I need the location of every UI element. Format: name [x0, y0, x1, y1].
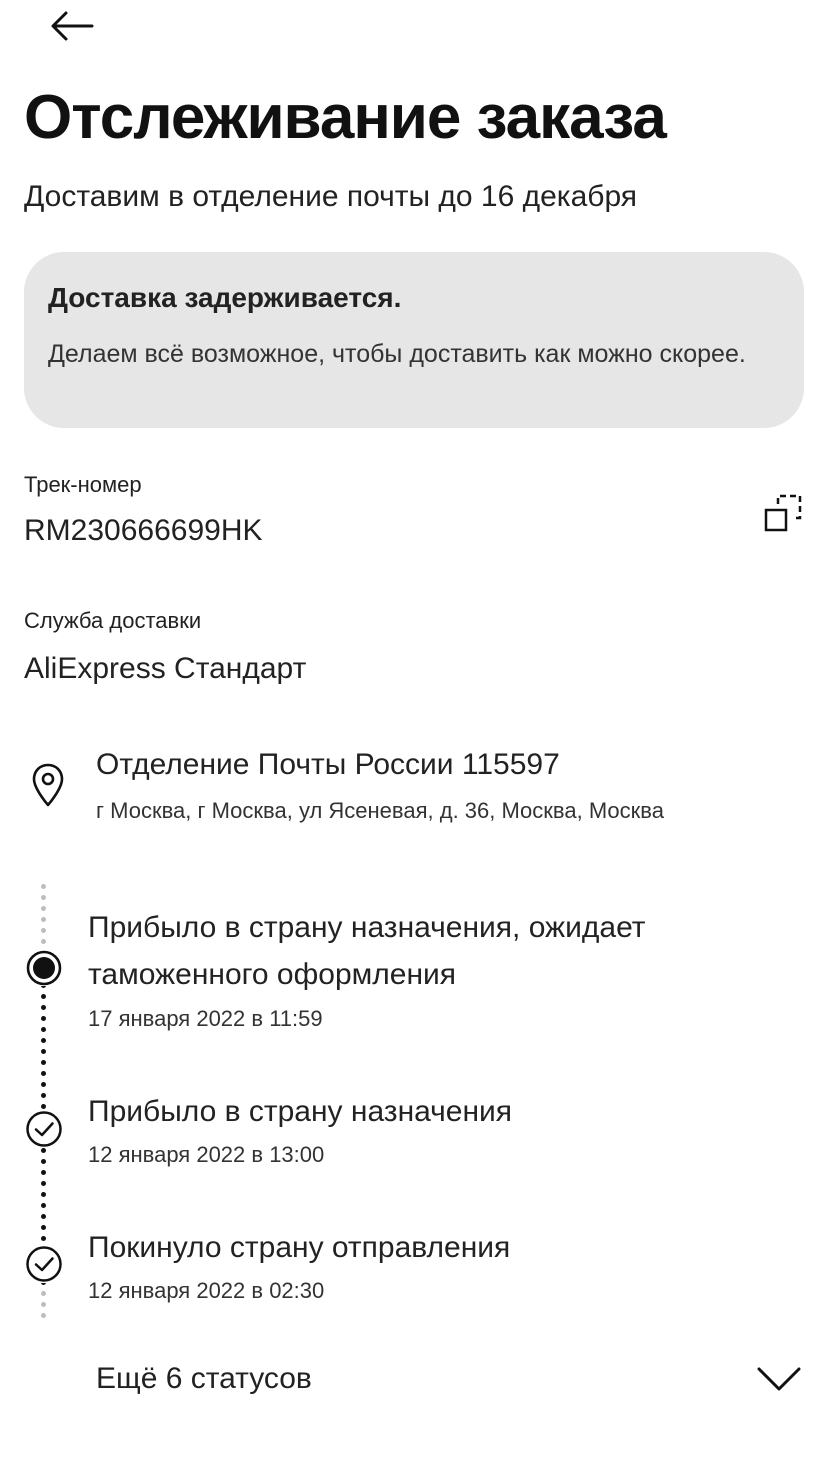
check-circle-icon [25, 1245, 63, 1283]
timeline-dot [41, 1104, 46, 1109]
pickup-office-address: г Москва, г Москва, ул Ясеневая, д. 36, Москва, Москва [96, 798, 664, 823]
timeline-dot [41, 1192, 46, 1197]
status-date: 12 января 2022 в 13:00 [88, 1142, 325, 1167]
timeline-dot [41, 1049, 46, 1054]
check-circle-icon [25, 1110, 63, 1148]
timeline-dot [41, 1159, 46, 1164]
timeline-dot [41, 906, 46, 911]
timeline-dot [41, 884, 46, 889]
timeline-dot [41, 1148, 46, 1153]
timeline-dot [41, 1203, 46, 1208]
timeline-dot [41, 1302, 46, 1307]
timeline-dot [41, 1291, 46, 1296]
service-name: AliExpress Стандарт [24, 652, 307, 685]
timeline-dot [41, 1005, 46, 1010]
timeline-dot [41, 928, 46, 933]
timeline-dot [41, 1214, 46, 1219]
timeline-dot [41, 1038, 46, 1043]
delay-alert [24, 252, 804, 428]
more-statuses-button[interactable] [0, 1348, 828, 1418]
copy-icon [760, 490, 808, 538]
timeline-dot [41, 1082, 46, 1087]
timeline-dot [41, 1313, 46, 1318]
timeline-dot [41, 1225, 46, 1230]
copy-tracking-button[interactable] [760, 490, 808, 538]
location-pin-icon [30, 762, 66, 808]
tracking-label: Трек-номер [24, 472, 142, 497]
status-title: Прибыло в страну назначения [88, 1095, 513, 1128]
timeline-dot [41, 939, 46, 944]
timeline-dot [41, 1060, 46, 1065]
back-button[interactable] [44, 6, 100, 46]
chevron-down-icon [756, 1364, 802, 1394]
status-title: Прибыло в страну назначения, ожидает таможенного оформления [88, 911, 646, 991]
arrow-left-icon [50, 10, 94, 42]
delivery-estimate: Доставим в отделение почты до 16 декабря [24, 180, 638, 213]
timeline-dot [41, 1093, 46, 1098]
timeline-dot [41, 895, 46, 900]
service-label: Служба доставки [24, 608, 202, 633]
timeline-dot [41, 1170, 46, 1175]
pickup-office-title: Отделение Почты России 115597 [96, 748, 560, 781]
timeline-dot [41, 1071, 46, 1076]
status-date: 17 января 2022 в 11:59 [88, 1006, 323, 1031]
timeline-dot [41, 1027, 46, 1032]
timeline-dot [41, 917, 46, 922]
tracking-number: RM230666699HK [24, 514, 263, 547]
status-date: 12 января 2022 в 02:30 [88, 1278, 325, 1303]
status-title: Покинуло страну отправления [88, 1231, 511, 1264]
current-status-icon [26, 950, 62, 986]
more-statuses-label: Ещё 6 статусов [96, 1362, 312, 1395]
timeline-dot [41, 994, 46, 999]
timeline-dot [41, 1181, 46, 1186]
timeline-dot [41, 1016, 46, 1021]
alert-title: Доставка задерживается. [48, 282, 402, 313]
timeline-dot [41, 1236, 46, 1241]
alert-text: Делаем всё возможное, чтобы доставить как можно скорее. [48, 340, 746, 368]
page-title: Отслеживание заказа [24, 83, 666, 152]
